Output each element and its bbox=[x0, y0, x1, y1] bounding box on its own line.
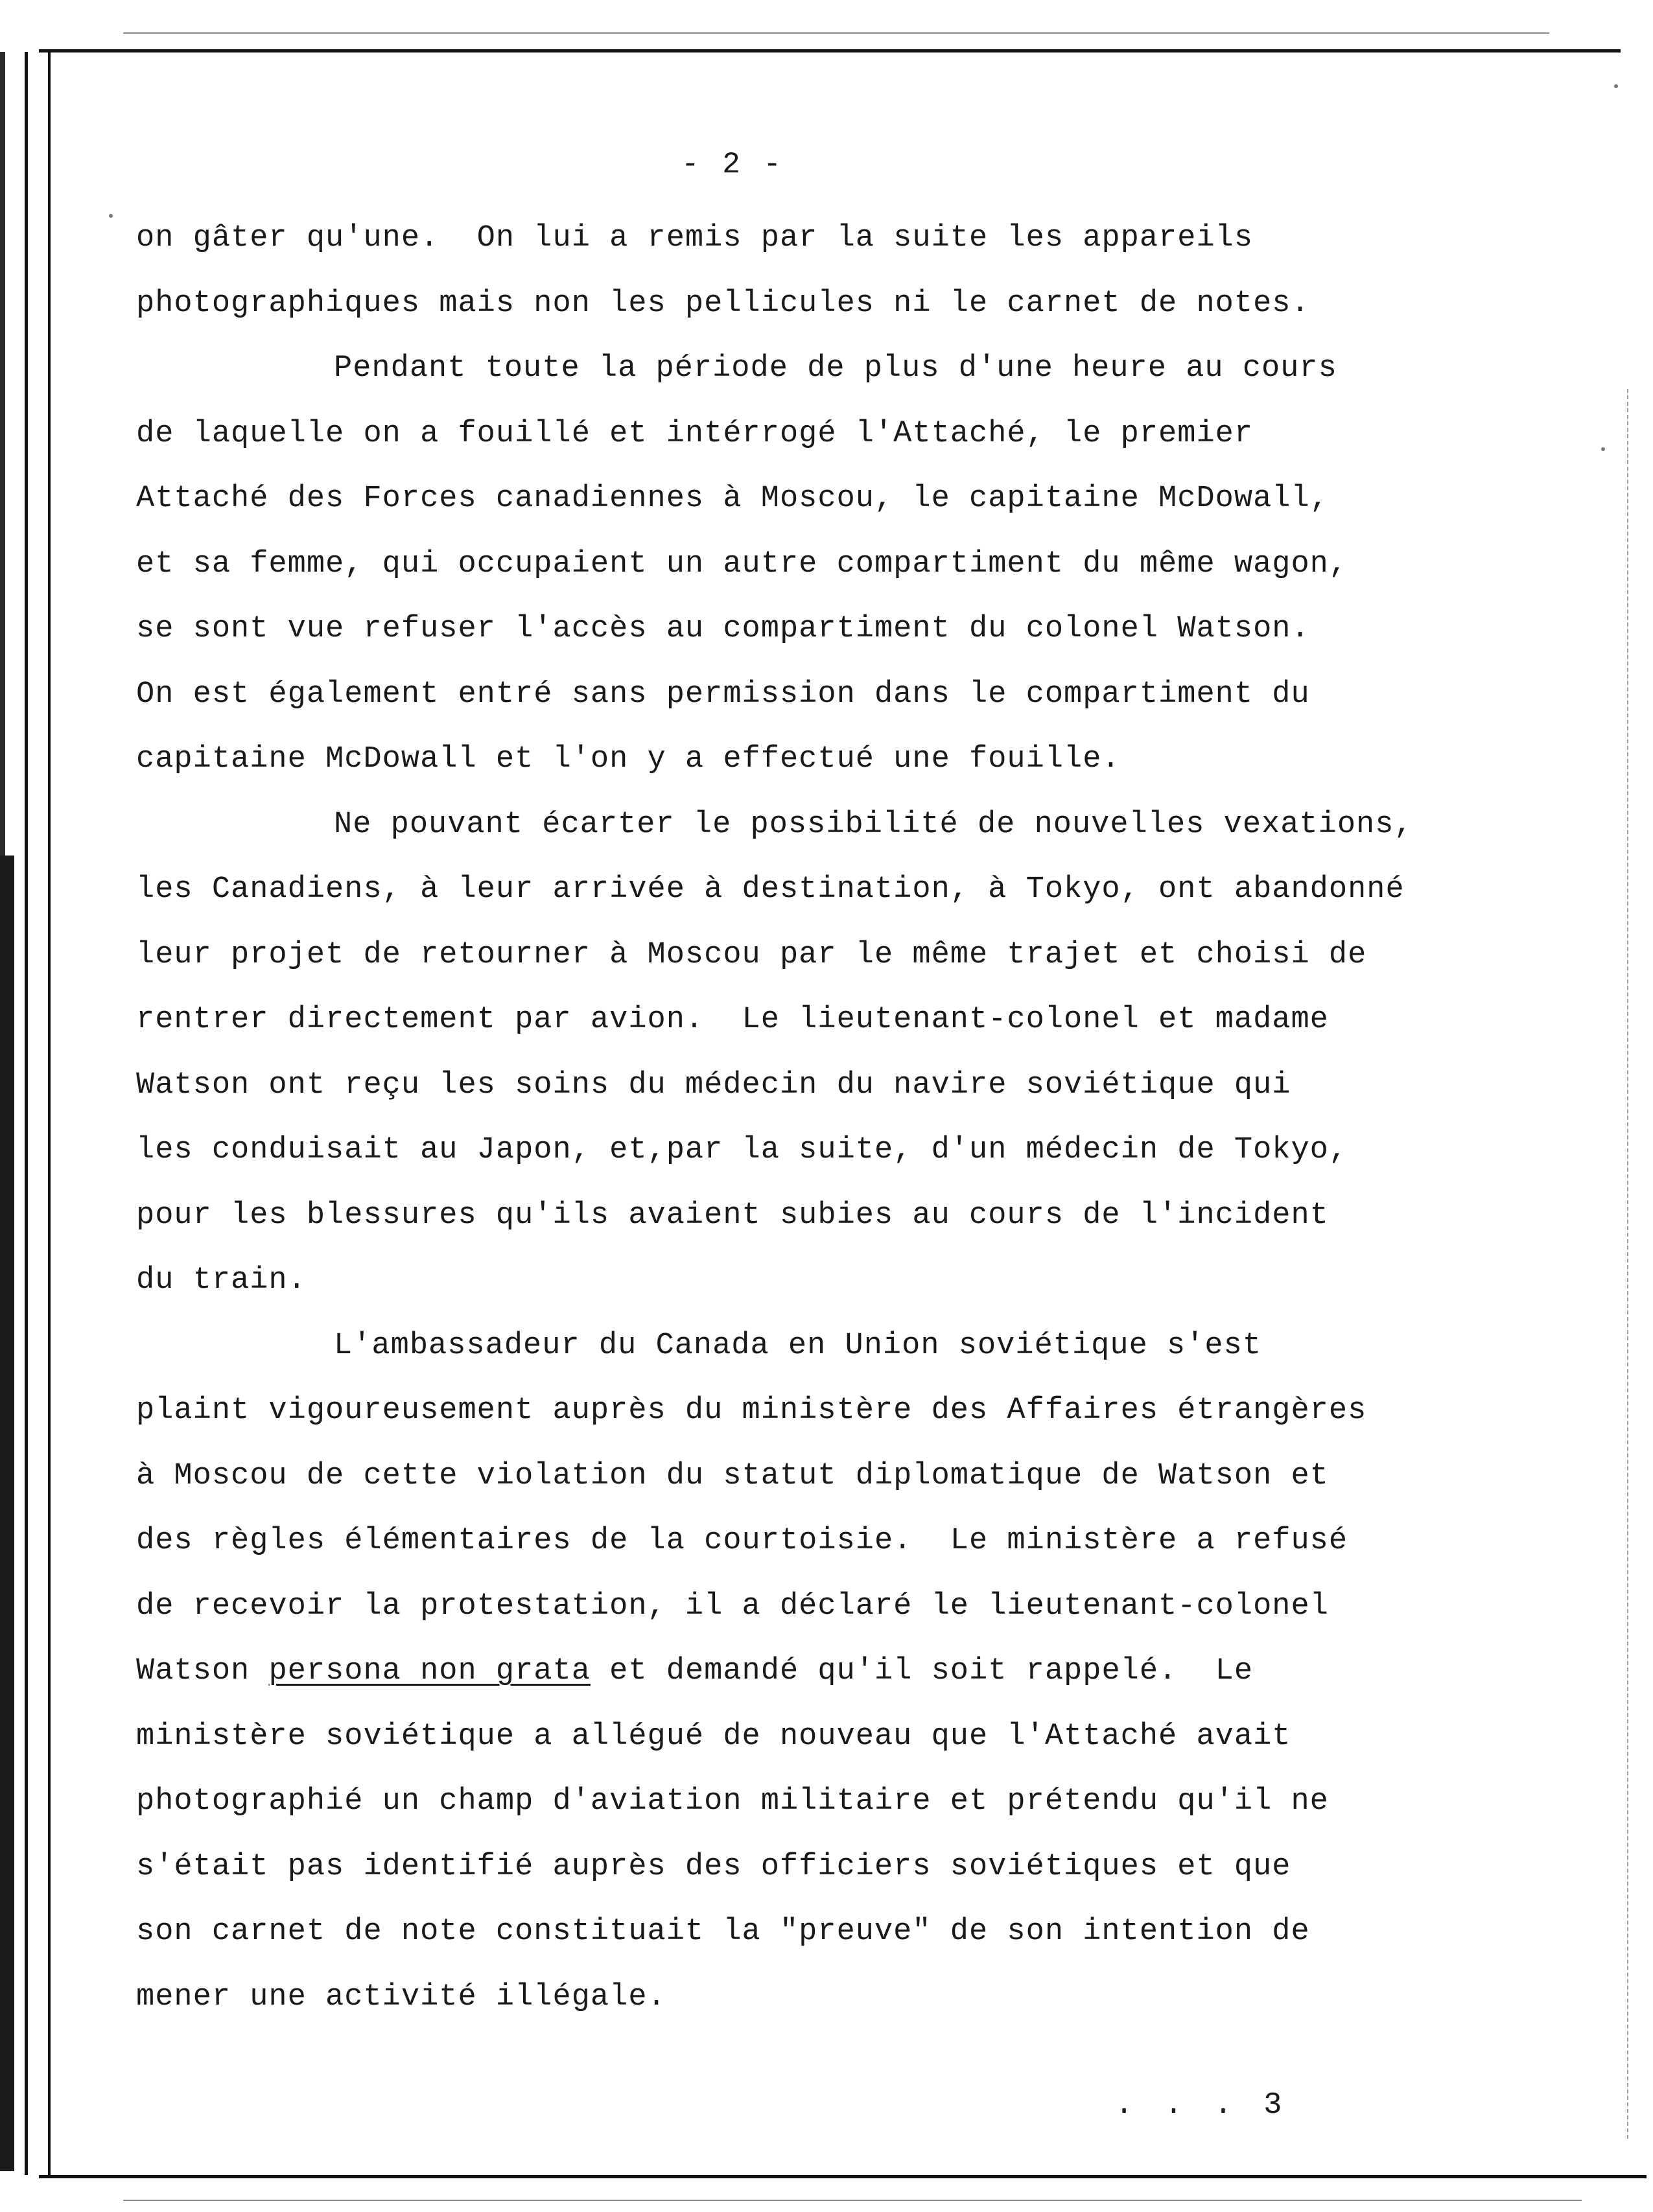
text-fragment: et demandé qu'il soit rappelé. Le bbox=[590, 1654, 1254, 1688]
text-line: leur projet de retourner à Moscou par le même trajet et choisi de bbox=[136, 937, 1367, 972]
scan-speck bbox=[1614, 84, 1618, 88]
frame-right-edge bbox=[1627, 389, 1628, 2139]
paragraph-start-line: Pendant toute la période de plus d'une heure au cours bbox=[334, 351, 1337, 386]
underlined-phrase: persona non grata bbox=[268, 1654, 591, 1688]
scan-speck bbox=[1601, 447, 1605, 451]
document-body bbox=[136, 206, 1510, 2030]
text-line: de laquelle on a fouillé et intérrogé l'Attaché, le premier bbox=[136, 416, 1254, 451]
frame-top-thin-rule bbox=[123, 32, 1549, 34]
text-line: On est également entré sans permission dans le compartiment du bbox=[136, 677, 1310, 712]
text-line: photographié un champ d'aviation militaire et prétendu qu'il ne bbox=[136, 1784, 1329, 1819]
frame-bottom-rule bbox=[39, 2175, 1647, 2178]
text-line: on gâter qu'une. On lui a remis par la suite les appareils bbox=[136, 221, 1254, 255]
page-number: - 2 - bbox=[681, 148, 784, 181]
frame-left-edge bbox=[0, 856, 14, 2171]
text-line: plaint vigoureusement auprès du ministère des Affaires étrangères bbox=[136, 1393, 1367, 1428]
text-line: du train. bbox=[136, 1263, 307, 1298]
text-line: des règles élémentaires de la courtoisie. Le ministère a refusé bbox=[136, 1524, 1348, 1558]
text-line: à Moscou de cette violation du statut diplomatique de Watson et bbox=[136, 1458, 1329, 1493]
frame-left-outer-rule bbox=[25, 52, 28, 2175]
text-line: ministère soviétique a allégué de nouveau que l'Attaché avait bbox=[136, 1719, 1291, 1754]
text-line-with-emphasis bbox=[136, 1639, 1510, 1705]
text-line: photographiques mais non les pellicules ni le carnet de notes. bbox=[136, 286, 1310, 321]
text-line: capitaine McDowall et l'on y a effectué une fouille. bbox=[136, 742, 1121, 776]
text-line: pour les blessures qu'ils avaient subies au cours de l'incident bbox=[136, 1198, 1329, 1233]
scan-speck bbox=[109, 214, 113, 218]
frame-top-rule bbox=[39, 49, 1621, 52]
text-line: s'était pas identifié auprès des officiers soviétiques et que bbox=[136, 1849, 1291, 1884]
continuation-marker: . . . 3 bbox=[1115, 2088, 1289, 2123]
frame-left-edge-top bbox=[0, 52, 5, 856]
paragraph-start-line: L'ambassadeur du Canada en Union soviétique s'est bbox=[334, 1328, 1262, 1363]
text-line: et sa femme, qui occupaient un autre compartiment du même wagon, bbox=[136, 546, 1348, 581]
text-line: les conduisait au Japon, et,par la suite, d'un médecin de Tokyo, bbox=[136, 1133, 1348, 1167]
text-line: son carnet de note constituait la "preuve" de son intention de bbox=[136, 1915, 1310, 1949]
text-line: Attaché des Forces canadiennes à Moscou, le capitaine McDowall, bbox=[136, 482, 1329, 516]
text-line: les Canadiens, à leur arrivée à destination, à Tokyo, ont abandonné bbox=[136, 872, 1405, 907]
text-line: mener une activité illégale. bbox=[136, 1979, 666, 2014]
text-line: Watson ont reçu les soins du médecin du navire soviétique qui bbox=[136, 1067, 1291, 1102]
frame-left-inner-rule bbox=[48, 52, 51, 2175]
text-line: se sont vue refuser l'accès au compartiment du colonel Watson. bbox=[136, 612, 1310, 646]
text-line: de recevoir la protestation, il a déclaré le lieutenant-colonel bbox=[136, 1589, 1329, 1624]
paragraph-start-line: Ne pouvant écarter le possibilité de nouvelles vexations, bbox=[334, 807, 1413, 842]
text-line: rentrer directement par avion. Le lieutenant-colonel et madame bbox=[136, 1003, 1329, 1037]
frame-bottom-thin-rule bbox=[123, 2200, 1582, 2201]
text-fragment: Watson bbox=[136, 1654, 269, 1688]
